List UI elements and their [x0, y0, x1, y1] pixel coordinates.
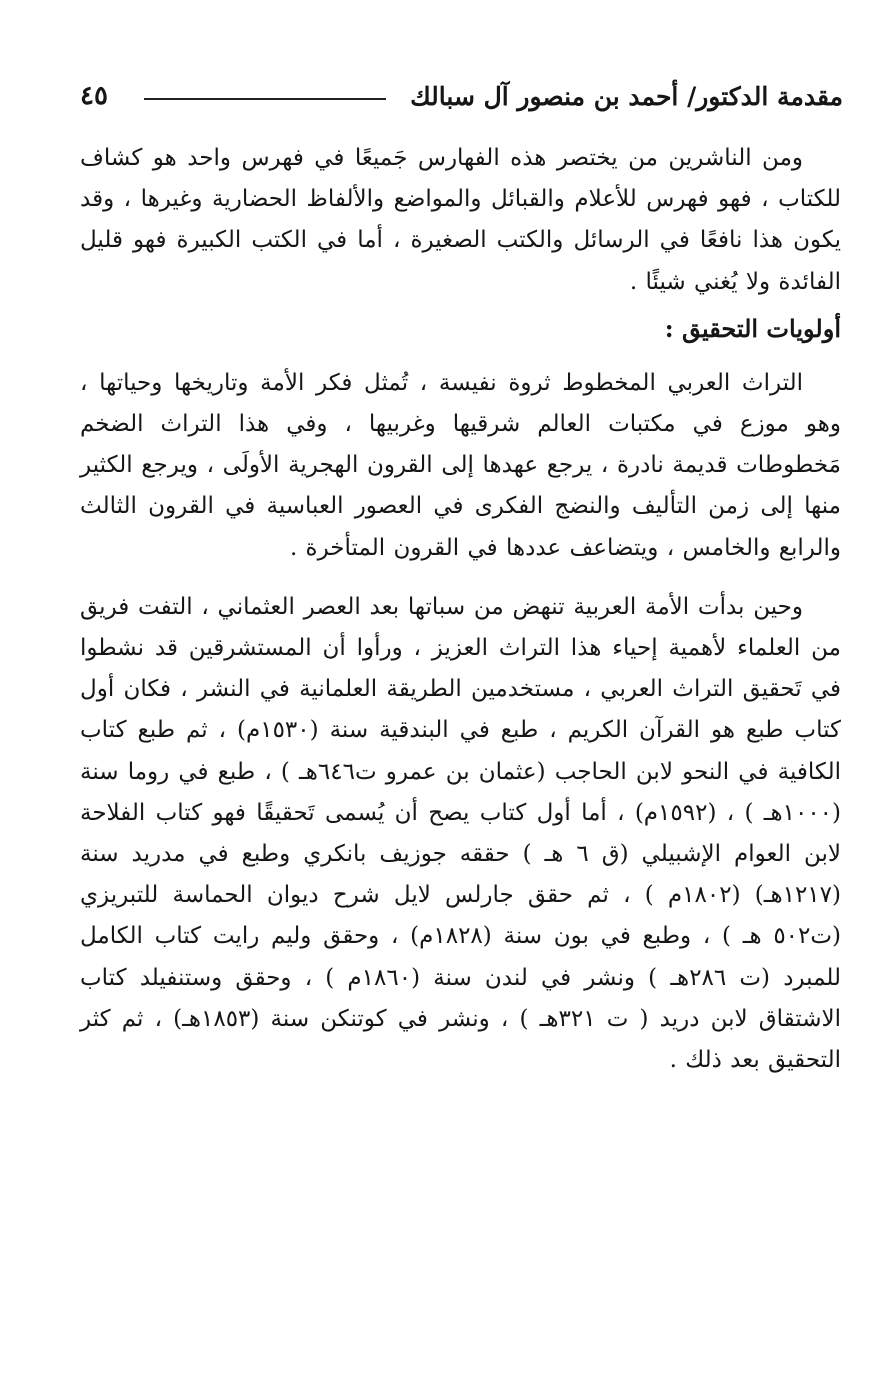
running-title: مقدمة الدكتور/ أحمد بن منصور آل سبالك [410, 81, 843, 111]
section-heading: أولويات التحقيق : [664, 313, 841, 343]
page-number: ٤٥ [80, 81, 108, 111]
paragraph-history: وحين بدأت الأمة العربية تنهض من سباتها بعد العصر العثماني ، التفت فريق من العلماء لأهمية إحياء هذا التراث العزيز ، ورأوا أن المستشرقين قد نشطوا في تَحقيق التراث العربي ، مستخدمين الطريقة العلمانية في النشر ، فكان أول كتاب طبع هو القرآن الكريم ، طبع في البندقية سنة (١٥٣٠م) ، ثم طبع كتاب الكافية في النحو لابن الحاجب (عثمان بن عمرو ت٦٤٦هـ ) ، طبع في روما سنة (١٠٠٠هـ ) ، (١٥٩٢م) ، أما أول كتاب يصح أن يُسمى تَحقيقًا فهو كتاب الفلاحة لابن العوام الإشبيلي (ق ٦ هـ ) حققه جوزيف بانكري وطبع في مدريد سنة (١٢١٧هـ) (١٨٠٢م ) ، ثم حقق جارلس لايل شرح ديوان الحماسة للتبريزي (ت٥٠٢ هـ ) ، وطبع في بون سنة (١٨٢٨م) ، وحقق وليم رايت كتاب الكامل للمبرد (ت ٢٨٦هـ ) ونشر في لندن سنة (١٨٦٠م ) ، وحقق وستنفيلد كتاب الاشتقاق لابن دريد ( ت ٣٢١هـ ) ، ونشر في كوتنكن سنة (١٨٥٣هـ) ، ثم كثر التحقيق بعد ذلك . [80, 593, 842, 1074]
body-text [80, 138, 841, 1081]
paragraph-indexes: ومن الناشرين من يختصر هذه الفهارس جَميعًا في فهرس واحد هو كشاف للكتاب ، فهو فهرس للأعلام والقبائل والمواضع والألفاظ الحضارية وغيرها ، وقد يكون هذا نافعًا في الرسائل والكتب الصغيرة ، أما في الكتب الكبيرة فهو قليل الفائدة ولا يُغني شيئًا . [80, 145, 841, 295]
running-header [80, 76, 843, 116]
header-rule [144, 98, 386, 100]
paragraph-heritage: التراث العربي المخطوط ثروة نفيسة ، تُمثل فكر الأمة وتاريخها وحياتها ، وهو موزع في مكتبات العالم شرقيها وغربيها ، وفي هذا التراث الضخم مَخطوطات قديمة نادرة ، يرجع عهدها إلى القرون الهجرية الأولَى ، ويرجع الكثير منها إلى زمن التأليف والنضج الفكرى في العصور العباسية في القرون الثالث والرابع والخامس ، ويتضاعف عددها في القرون المتأخرة . [80, 369, 841, 561]
